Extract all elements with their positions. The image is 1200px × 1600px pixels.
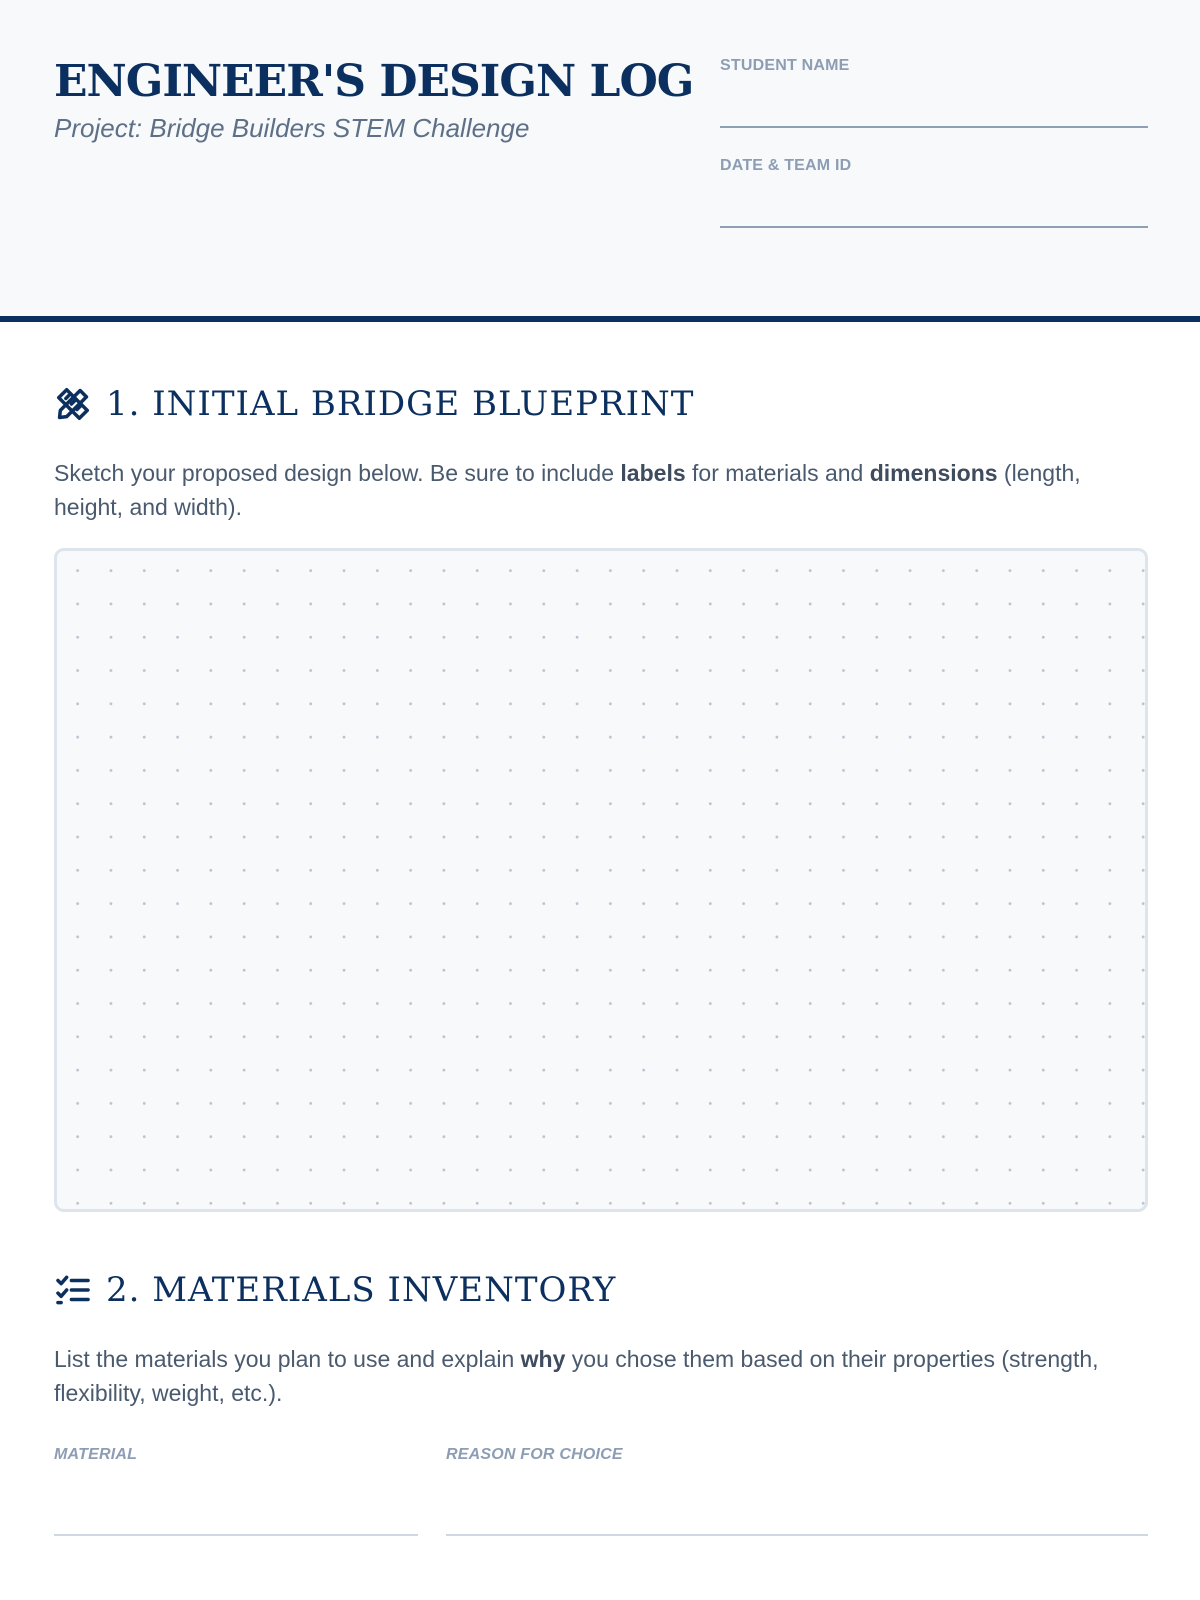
date-team-id-field[interactable]	[720, 154, 1148, 254]
section-heading	[54, 382, 1148, 426]
section-description	[54, 456, 1148, 524]
project-subtitle: Project: Bridge Builders STEM Challenge	[54, 113, 530, 143]
student-name-field[interactable]	[720, 54, 1148, 154]
desc-text: you chose them based on their properties (strength, flexibility, weight, etc.).	[54, 1346, 1099, 1406]
desc-bold: why	[520, 1346, 566, 1372]
column-header-reason: REASON FOR CHOICE	[446, 1446, 623, 1463]
desc-text: List the materials you plan to use and explain	[54, 1346, 521, 1372]
checklist-icon	[54, 1271, 92, 1309]
section-title: 1. INITIAL BRIDGE BLUEPRINT	[106, 384, 695, 424]
section-description	[54, 1342, 1148, 1410]
section-materials	[54, 1268, 1148, 1410]
header-fields	[720, 54, 1148, 254]
column-header-material: MATERIAL	[54, 1446, 138, 1463]
section-heading	[54, 1268, 1148, 1312]
date-team-id-label: DATE & TEAM ID	[720, 157, 852, 174]
page-header	[0, 0, 1200, 322]
materials-column-headers	[54, 1446, 1148, 1476]
material-input-line[interactable]	[54, 1534, 418, 1536]
blueprint-sketch-area[interactable]	[54, 548, 1148, 1212]
student-name-line	[720, 126, 1148, 128]
desc-bold: dimensions	[869, 460, 998, 486]
desc-text: Sketch your proposed design below. Be sure to include	[54, 460, 621, 486]
desc-text: for materials and	[685, 460, 870, 486]
reason-input-line[interactable]	[446, 1534, 1148, 1536]
desc-text: (length, height, and width).	[54, 460, 1081, 520]
student-name-label: STUDENT NAME	[720, 57, 850, 74]
section-blueprint	[54, 382, 1148, 524]
page-title: ENGINEER'S DESIGN LOG	[54, 56, 694, 107]
section-title: 2. MATERIALS INVENTORY	[106, 1270, 617, 1310]
pencil-ruler-icon	[54, 385, 92, 423]
desc-bold: labels	[620, 460, 686, 486]
title-block	[54, 52, 694, 144]
date-team-id-line	[720, 226, 1148, 228]
